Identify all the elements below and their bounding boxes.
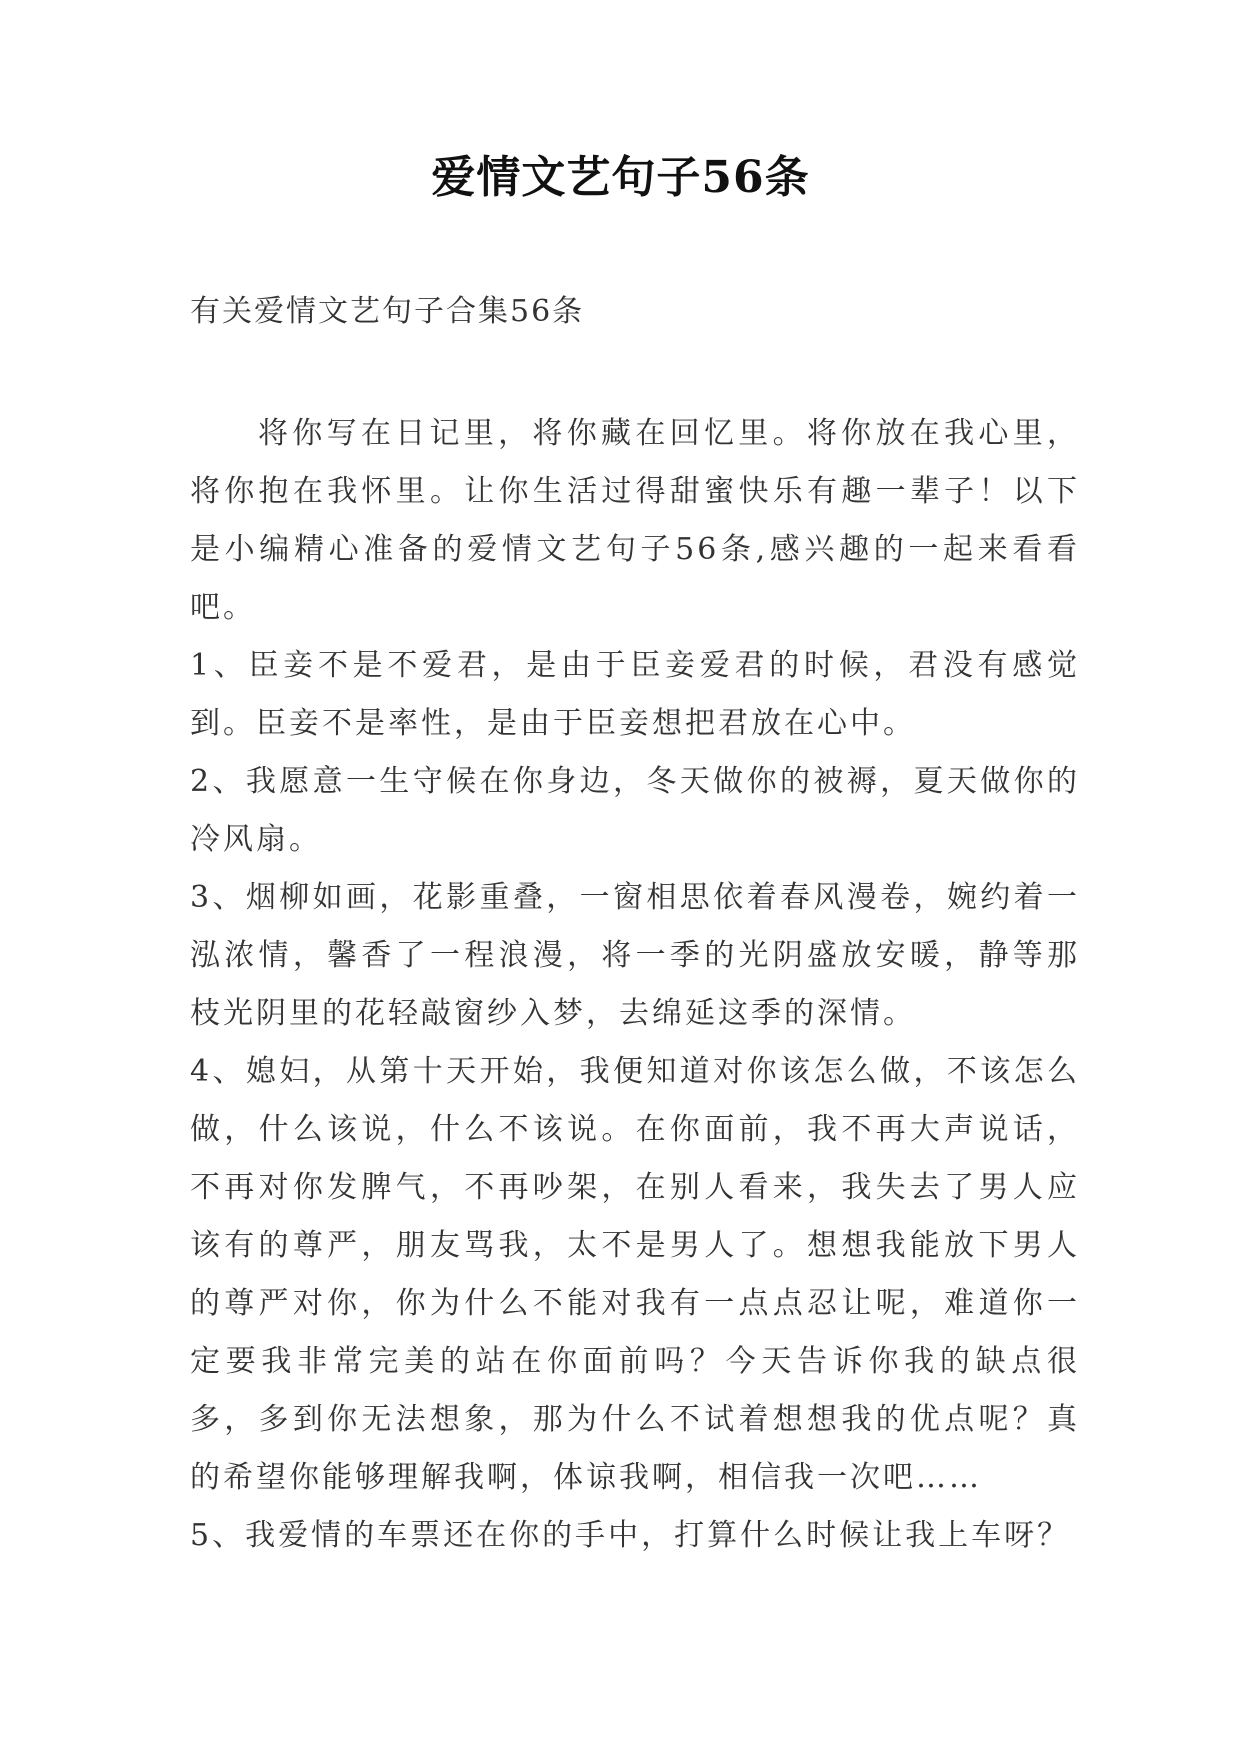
list-item-1: 1、臣妾不是不爱君，是由于臣妾爱君的时候，君没有感觉到。臣妾不是率性，是由于臣妾想把君放在心中。 xyxy=(190,648,1080,741)
list-item-2: 2、我愿意一生守候在你身边，冬天做你的被褥，夏天做你的冷风扇。 xyxy=(190,764,1080,857)
document-title: 爱情文艺句子56条 xyxy=(431,152,810,203)
list-item-4: 4、媳妇，从第十天开始，我便知道对你该怎么做，不该怎么做，什么该说，什么不该说。在你面前，我不再大声说话，不再对你发脾气，不再吵架，在别人看来，我失去了男人应该有的尊严，朋友骂我，太不是男人了。想想我能放下男人的尊严对你，你为什么不能对我有一点点忍让呢，难道你一定要我非常完美的站在你面前吗？今天告诉你我的缺点很多，多到你无法想象，那为什么不试着想想我的优点呢？真的希望你能够理解我啊，体谅我啊，相信我一次吧…… xyxy=(190,1054,1080,1495)
document-subtitle: 有关爱情文艺句子合集56条 xyxy=(190,294,585,329)
intro-paragraph: 将你写在日记里，将你藏在回忆里。将你放在我心里，将你抱在我怀里。让你生活过得甜蜜快乐有趣一辈子！以下是小编精心准备的爱情文艺句子56条,感兴趣的一起来看看吧。 xyxy=(190,416,1080,625)
document-body xyxy=(190,405,1080,1565)
list-item-5: 5、我爱情的车票还在你的手中，打算什么时候让我上车呀？ xyxy=(190,1518,1071,1553)
list-item-3: 3、烟柳如画，花影重叠，一窗相思依着春风漫卷，婉约着一泓浓情，馨香了一程浪漫，将一季的光阴盛放安暖，静等那枝光阴里的花轻敲窗纱入梦，去绵延这季的深情。 xyxy=(190,880,1080,1031)
